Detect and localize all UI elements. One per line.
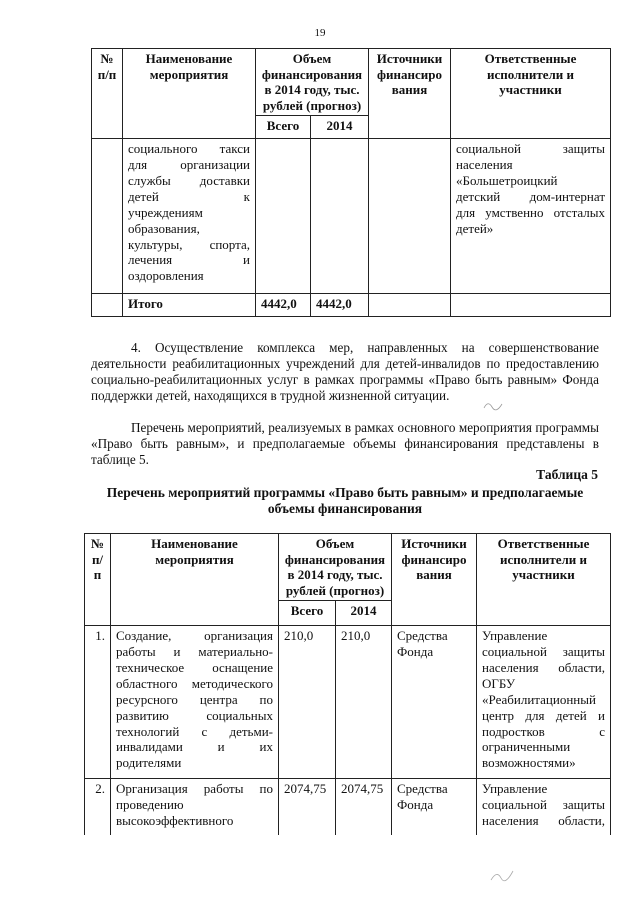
name-line: социального такси [128, 141, 250, 157]
table-row [85, 626, 611, 779]
header-sources: Источники финансиро вания [369, 49, 451, 139]
row-year: 210,0 [336, 626, 392, 779]
name-line: ресурсного центра по [116, 691, 273, 707]
name-line: лечения и [128, 252, 250, 268]
name-line: высокоэффективного [116, 813, 234, 829]
executors-line: детский дом-интернат [456, 188, 606, 204]
executors-line: населения области, [482, 813, 606, 829]
header-year: 2014 [336, 601, 392, 626]
header-num: № п/п [92, 49, 123, 139]
name-line: для организации [128, 157, 250, 173]
row-name [123, 139, 256, 294]
table-header-row [85, 534, 611, 601]
name-line: областного методического [116, 675, 273, 691]
total-year: 4442,0 [311, 294, 369, 317]
total-source [369, 294, 451, 317]
header-name: Наименование мероприятия [123, 49, 256, 139]
executors-line: «Реабилитационный [482, 691, 596, 707]
executors-line: ограниченными [482, 739, 571, 755]
name-line: Создание, организация [116, 628, 273, 644]
total-executors [451, 294, 611, 317]
name-line: Организация работы по [116, 781, 273, 797]
name-line: службы доставки [128, 173, 250, 189]
row-name [111, 626, 279, 779]
total-label: Итого [123, 294, 256, 317]
paragraph-list: Перечень мероприятий, реализуемых в рамках основного мероприятия программы «Право быть равным», и предполагаемые объемы финансирования представлены в таблице 5. [91, 420, 599, 467]
total-sum: 4442,0 [256, 294, 311, 317]
row-executors [477, 779, 611, 836]
row-total: 2074,75 [279, 779, 336, 836]
row-year: 2074,75 [336, 779, 392, 836]
row-source [369, 139, 451, 294]
header-volume: Объем финансирования в 2014 году, тыс. рублей (прогноз) [279, 534, 392, 601]
header-name: Наименование мероприятия [111, 534, 279, 626]
header-volume: Объем финансирования в 2014 году, тыс. рублей (прогноз) [256, 49, 369, 116]
name-line: проведению [116, 797, 184, 813]
executors-line: для умственно отсталых [456, 204, 606, 220]
name-line: инвалидами и их [116, 739, 273, 755]
executors-line: ОГБУ [482, 675, 516, 691]
name-line: работы и материально- [116, 644, 273, 660]
total-row [92, 294, 611, 317]
row-num: 2. [85, 779, 111, 836]
name-line: детей к [128, 188, 250, 204]
table-row [85, 779, 611, 836]
financing-table-continued [91, 48, 611, 317]
paragraph-4: 4. Осуществление комплекса мер, направленных на совершенствование деятельности реабилитационных учреждений для детей-инвалидов по предоставлению социально-реабилитационных услуг в рамках программы «Право быть равным» Фонда поддержки детей, находящихся в трудной жизненной ситуации. [91, 340, 599, 403]
executors-line: детей» [456, 220, 494, 236]
header-year: 2014 [311, 116, 369, 139]
executors-line: населения [456, 157, 513, 173]
name-line: развитию социальных [116, 707, 273, 723]
row-executors [451, 139, 611, 294]
header-sources: Источники финансиро вания [392, 534, 477, 626]
executors-line: Управление [482, 781, 548, 797]
name-line: учреждениям [128, 204, 203, 220]
name-line: технологий с детьми- [116, 723, 273, 739]
header-executors: Ответственные исполнители и участники [451, 49, 611, 139]
executors-line: подростков с [482, 723, 606, 739]
scan-mark-icon [489, 866, 515, 884]
table-header-row [92, 49, 611, 116]
header-total: Всего [279, 601, 336, 626]
scan-mark-icon [482, 398, 506, 412]
header-total: Всего [256, 116, 311, 139]
header-num: № п/п [85, 534, 111, 626]
executors-line: населения области, [482, 660, 606, 676]
financing-table-5 [84, 533, 611, 835]
row-year [311, 139, 369, 294]
header-executors: Ответственные исполнители и участники [477, 534, 611, 626]
table-row [92, 139, 611, 294]
name-line: образования, [128, 220, 200, 236]
row-executors [477, 626, 611, 779]
row-total: 210,0 [279, 626, 336, 779]
row-source: Средства Фонда [392, 779, 477, 836]
executors-line: социальной защиты [482, 797, 606, 813]
name-line: оздоровления [128, 268, 204, 284]
row-source: Средства Фонда [392, 626, 477, 779]
executors-line: социальной защиты [456, 141, 606, 157]
page-number: 19 [314, 27, 326, 39]
executors-line: возможностями» [482, 755, 576, 771]
row-num [92, 139, 123, 294]
name-line: техническое оснащение [116, 660, 273, 676]
name-line: родителями [116, 755, 182, 771]
row-name [111, 779, 279, 836]
table-label: Таблица 5 [536, 467, 598, 482]
table-title: Перечень мероприятий программы «Право быть равным» и предполагаемые объемы финансирования [106, 485, 584, 516]
row-num: 1. [85, 626, 111, 779]
row-total [256, 139, 311, 294]
name-line: культуры, спорта, [128, 236, 250, 252]
executors-line: центр для детей и [482, 707, 606, 723]
executors-line: «Большетроицкий [456, 173, 558, 189]
executors-line: Управление [482, 628, 548, 644]
total-num [92, 294, 123, 317]
executors-line: социальной защиты [482, 644, 606, 660]
